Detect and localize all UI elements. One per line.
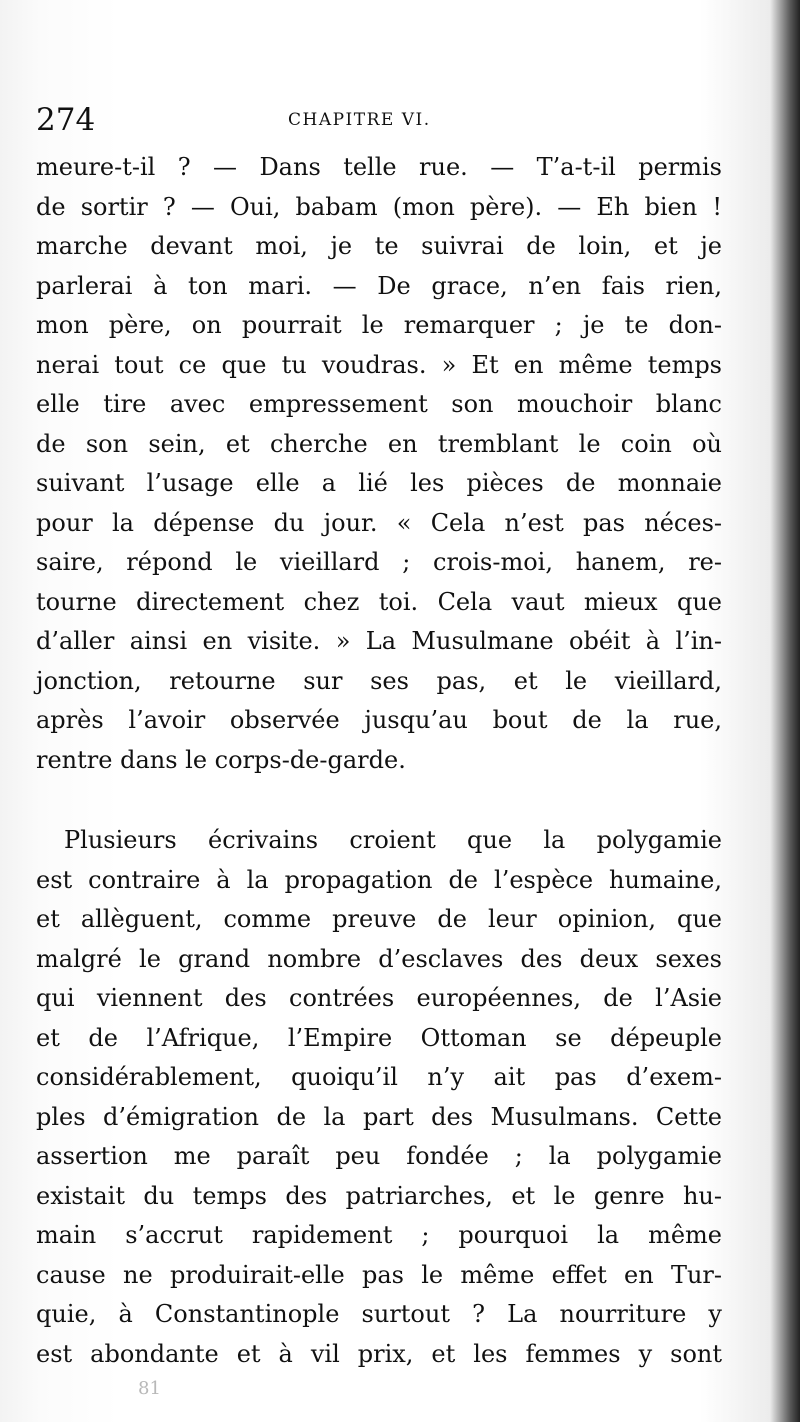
text-line: nerai tout ce que tu voudras. » Et en même temps: [36, 350, 722, 379]
text-line: Plusieurs écrivains croient que la polygamie: [64, 826, 722, 854]
text-line: rentre dans le corps-de-garde.: [36, 745, 406, 774]
text-line: malgré le grand nombre d’esclaves des deux sexes: [36, 944, 722, 973]
text-line: et allèguent, comme preuve de leur opinion, que: [36, 905, 722, 933]
text-line: suivant l’usage elle a lié les pièces de monnaie: [36, 469, 722, 497]
text-line: et de l’Afrique, l’Empire Ottoman se dépeuple: [36, 1023, 722, 1052]
text-line: parlerai à ton mari. — De grace, n’en fais rien,: [36, 271, 722, 300]
text-line: elle tire avec empressement son mouchoir blanc: [36, 390, 722, 418]
text-line: d’aller ainsi en visite. » La Musulmane obéit à l’in-: [36, 627, 722, 655]
text-line: marche devant moi, je te suivrai de loin, et je: [36, 232, 722, 260]
body-text: [36, 148, 722, 1374]
paragraph-1: [36, 148, 722, 780]
paragraph-2: [36, 821, 722, 1374]
text-line: main s’accrut rapidement ; pourquoi la même: [36, 1221, 722, 1249]
text-line: est abondante et à vil prix, et les femmes y sont: [36, 1339, 722, 1368]
text-line: tourne directement chez toi. Cela vaut mieux que: [36, 587, 722, 616]
page-number: 274: [36, 102, 96, 138]
paragraph-gap: [36, 780, 722, 821]
text-line: cause ne produirait-elle pas le même effet en Tur-: [36, 1260, 722, 1289]
page-header: [36, 102, 736, 142]
text-line: jonction, retourne sur ses pas, et le vieillard,: [36, 666, 722, 695]
text-line: meure-t-il ? — Dans telle rue. — T’a-t-il permis: [36, 153, 722, 181]
running-head: CHAPITRE VI.: [288, 110, 431, 130]
text-line: de sortir ? — Oui, babam (mon père). — Eh bien !: [36, 192, 722, 221]
text-line: considérablement, quoiqu’il n’y ait pas d’exem-: [36, 1063, 722, 1091]
text-line: mon père, on pourrait le remarquer ; je te don-: [36, 311, 722, 339]
text-line: saire, répond le vieillard ; crois-moi, hanem, re-: [36, 548, 722, 576]
text-line: ples d’émigration de la part des Musulmans. Cette: [36, 1102, 722, 1131]
printer-signature: 81: [138, 1378, 161, 1399]
text-line: de son sein, et cherche en tremblant le coin où: [36, 429, 722, 458]
text-line: quie, à Constantinople surtout ? La nourriture y: [36, 1300, 722, 1328]
text-line: pour la dépense du jour. « Cela n’est pas néces-: [36, 508, 722, 537]
text-line: assertion me paraît peu fondée ; la polygamie: [36, 1142, 722, 1170]
text-line: qui viennent des contrées européennes, de l’Asie: [36, 984, 722, 1012]
text-line: est contraire à la propagation de l’espèce humaine,: [36, 865, 722, 894]
text-line: après l’avoir observée jusqu’au bout de la rue,: [36, 706, 722, 734]
text-line: existait du temps des patriarches, et le genre hu-: [36, 1181, 722, 1210]
